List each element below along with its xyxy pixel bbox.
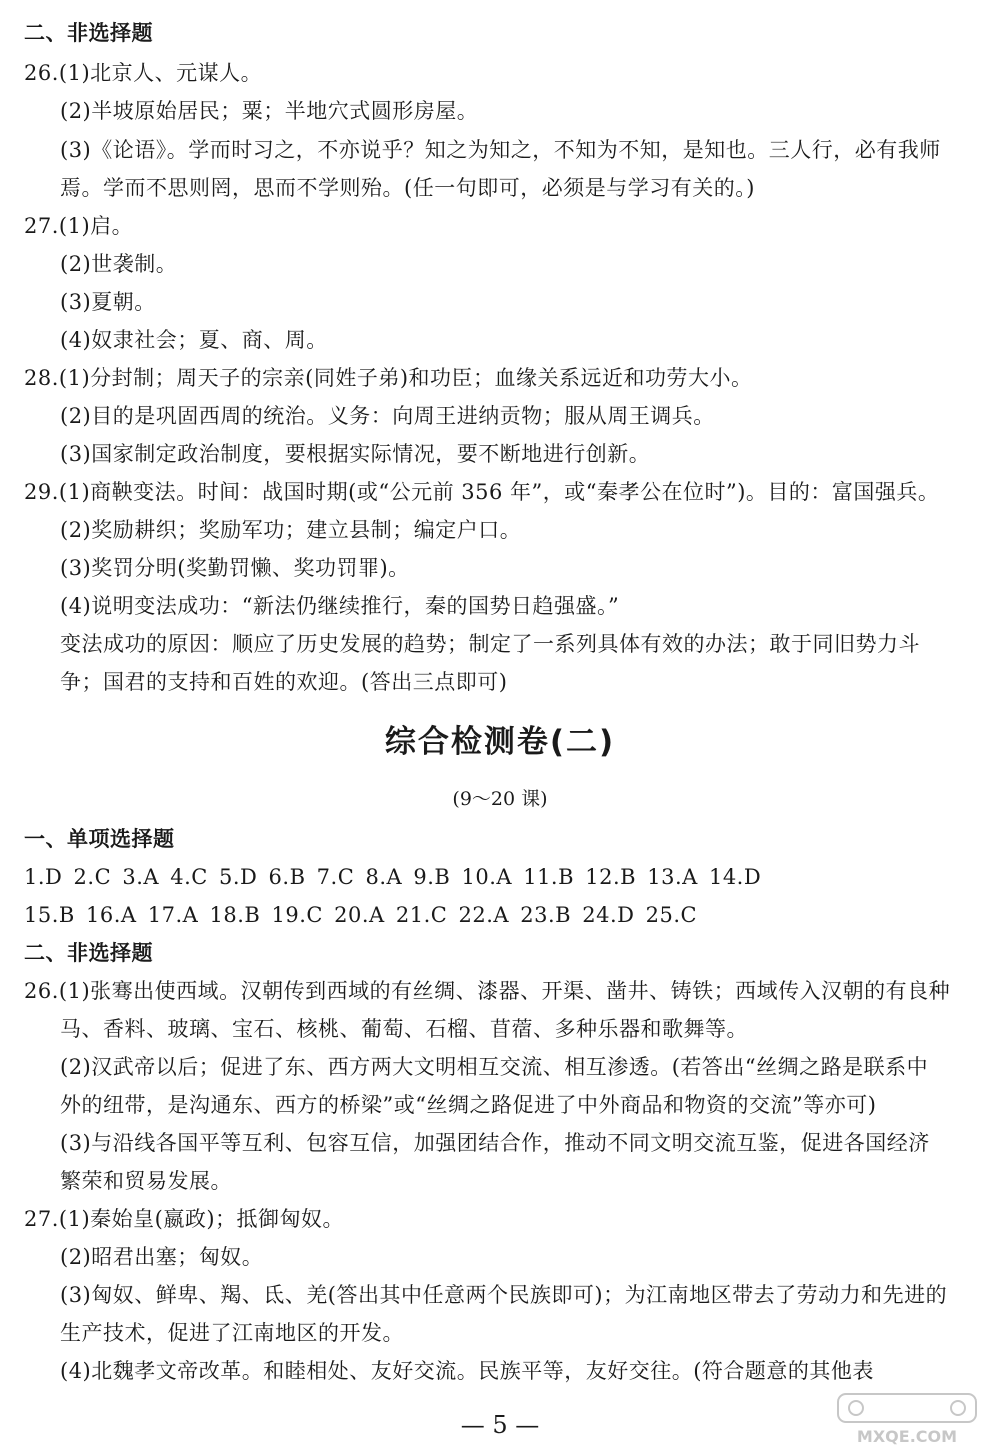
answer-line: 争；国君的支持和百姓的欢迎。(答出三点即可) (60, 670, 508, 694)
answer-line: 外的纽带，是沟通东、西方的桥梁”或“丝绸之路促进了中外商品和物资的交流”等亦可) (60, 1093, 877, 1117)
answer-line: 29.(1)商鞅变法。时间：战国时期(或“公元前 356 年”，或“秦孝公在位时”)。目的：富国强兵。 (24, 480, 940, 504)
answer-line: (4)说明变法成功：“新法仍继续推行，秦的国势日趋强盛。” (60, 594, 620, 618)
answer-line: (2)昭君出塞；匈奴。 (60, 1245, 264, 1269)
answer-line: (3)《论语》。学而时习之，不亦说乎？知之为知之，不知为不知，是知也。三人行，必有我师 (60, 138, 941, 162)
answer-line: 繁荣和贸易发展。 (60, 1169, 232, 1193)
exam-title: 综合检测卷(二) (384, 724, 616, 760)
answer-line: 变法成功的原因：顺应了历史发展的趋势；制定了一系列具体有效的办法；敢于同旧势力斗 (60, 632, 920, 656)
watermark-logo (832, 1390, 982, 1448)
answer-line: (2)世袭制。 (60, 252, 178, 276)
watermark-logo-icon (832, 1390, 982, 1448)
answer-line: (2)奖励耕织；奖励军功；建立县制；编定户口。 (60, 518, 522, 542)
choice-answers-row: 1.D 2.C 3.A 4.C 5.D 6.B 7.C 8.A 9.B 10.A 11.B 12.B 13.A 14.D (24, 865, 762, 889)
answer-line: 马、香料、玻璃、宝石、核桃、葡萄、石榴、苜蓿、多种乐器和歌舞等。 (60, 1017, 748, 1041)
answer-line: 27.(1)启。 (24, 214, 134, 238)
answer-line: (2)汉武帝以后；促进了东、西方两大文明相互交流、相互渗透。(若答出“丝绸之路是联系中 (60, 1055, 929, 1079)
section-heading-nonchoice: 二、非选择题 (24, 941, 153, 965)
answer-line: (3)夏朝。 (60, 290, 156, 314)
answer-line: (3)与沿线各国平等互利、包容互信，加强团结合作，推动不同文明交流互鉴，促进各国经济 (60, 1131, 930, 1155)
answer-line: (4)北魏孝文帝改革。和睦相处、友好交流。民族平等，友好交往。(符合题意的其他表 (60, 1359, 874, 1383)
answer-line: (2)目的是巩固西周的统治。义务：向周王进纳贡物；服从周王调兵。 (60, 404, 715, 428)
answer-line: (2)半坡原始居民；粟；半地穴式圆形房屋。 (60, 99, 479, 123)
choice-answers-row: 15.B 16.A 17.A 18.B 19.C 20.A 21.C 22.A 23.B 24.D 25.C (24, 903, 698, 927)
answer-line: (3)奖罚分明(奖勤罚懒、奖功罚罪)。 (60, 556, 410, 580)
answer-line: (3)匈奴、鲜卑、羯、氐、羌(答出其中任意两个民族即可)；为江南地区带去了劳动力和先进的 (60, 1283, 948, 1307)
answer-line: 27.(1)秦始皇(嬴政)；抵御匈奴。 (24, 1207, 345, 1231)
answer-line: 28.(1)分封制；周天子的宗亲(同姓子弟)和功臣；血缘关系远近和功劳大小。 (24, 366, 753, 390)
answer-line: (3)国家制定政治制度，要根据实际情况，要不断地进行创新。 (60, 442, 651, 466)
page-number: — 5 — (460, 1411, 540, 1439)
answer-line: 26.(1)张骞出使西域。汉朝传到西域的有丝绸、漆器、开渠、凿井、铸铁；西域传入汉朝的有良种 (24, 979, 951, 1003)
exam-subtitle: (9～20 课) (452, 788, 548, 810)
watermark-text: MXQE.COM (856, 1427, 958, 1446)
answer-line: 生产技术，促进了江南地区的开发。 (60, 1321, 404, 1345)
section-heading-nonchoice-prev: 二、非选择题 (24, 21, 153, 45)
answer-line: 焉。学而不思则罔，思而不学则殆。(任一句即可，必须是与学习有关的。) (60, 176, 755, 200)
section-heading-single-choice: 一、单项选择题 (24, 827, 175, 851)
answer-line: (4)奴隶社会；夏、商、周。 (60, 328, 328, 352)
answer-line: 26.(1)北京人、元谋人。 (24, 61, 263, 85)
